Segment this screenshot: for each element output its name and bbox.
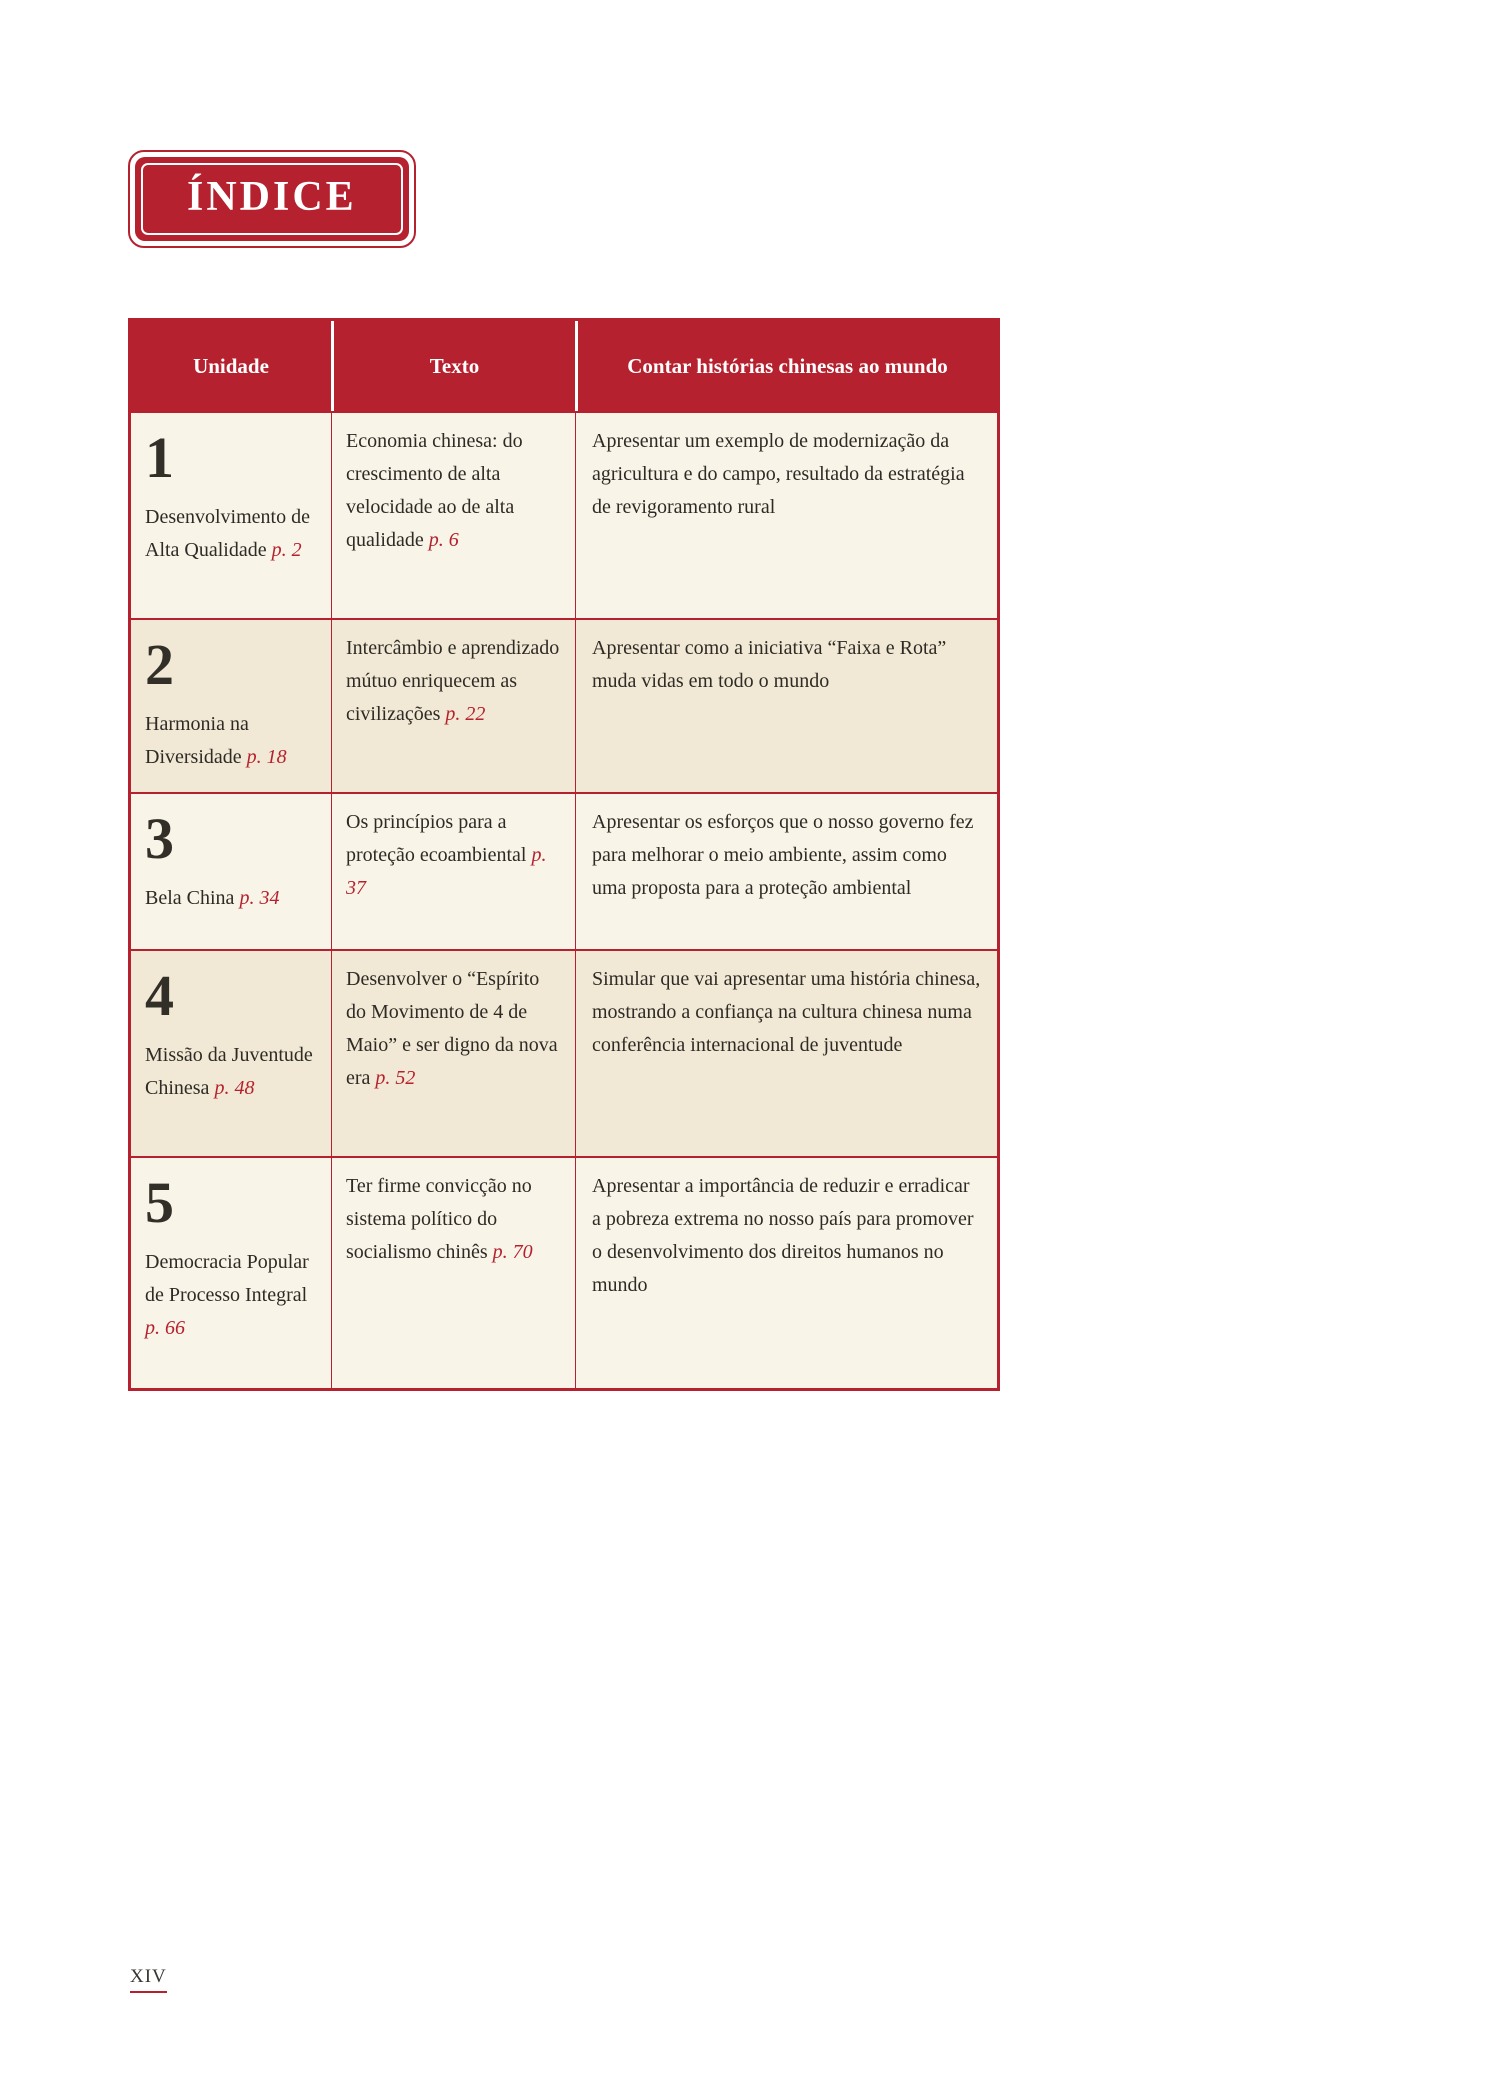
unit-title-text: Desenvolvimento de Alta Qualidade [145, 506, 310, 561]
texto-page-ref: p. 6 [428, 529, 459, 551]
unit-title [145, 501, 319, 567]
texto-cell [331, 951, 575, 1156]
unit-cell [131, 620, 331, 792]
header-cell-historias: Contar histórias chinesas ao mundo [575, 321, 997, 411]
unit-page-ref: p. 18 [246, 746, 287, 768]
unit-cell [131, 951, 331, 1156]
header-cell-unidade: Unidade [193, 353, 269, 378]
unit-title-text: Democracia Popular de Processo Integral [145, 1251, 309, 1306]
table-row [131, 1156, 997, 1388]
table-row [131, 949, 997, 1156]
descricao-cell: Simular que vai apresentar uma história chinesa, mostrando a confiança na cultura chinesa numa conferência internacional de juventude [575, 951, 997, 1156]
table-row [131, 792, 997, 949]
unit-title [145, 708, 319, 774]
table-row [131, 411, 997, 618]
texto-page-ref: p. 37 [346, 844, 547, 899]
unit-title-text: Missão da Juventude Chinesa [145, 1044, 313, 1099]
texto-page-ref: p. 70 [492, 1241, 533, 1263]
texto-page-ref: p. 22 [445, 703, 486, 725]
unit-number: 3 [145, 806, 174, 871]
texto-text: Os princípios para a proteção ecoambiental [346, 811, 527, 866]
unit-cell [131, 1158, 331, 1388]
texto-text: Ter firme convicção no sistema político do socialismo chinês [346, 1175, 532, 1263]
toc-table [128, 318, 1000, 1391]
unit-page-ref: p. 2 [271, 539, 302, 561]
indice-badge [128, 150, 416, 248]
unit-title [145, 882, 319, 915]
unit-title [145, 1246, 319, 1345]
table-header-row [131, 321, 997, 411]
header-cell-texto: Texto [331, 321, 575, 411]
unit-page-ref: p. 66 [145, 1317, 185, 1339]
texto-text: Desenvolver o “Espírito do Movimento de 4 de Maio” e ser digno da nova era [346, 968, 558, 1089]
texto-text: Intercâmbio e aprendizado mútuo enriquecem as civilizações [346, 637, 560, 725]
unit-title-text: Bela China [145, 887, 235, 909]
unit-number: 1 [145, 425, 174, 490]
texto-cell [331, 413, 575, 618]
texto-text: Economia chinesa: do crescimento de alta velocidade ao de alta qualidade [346, 430, 523, 551]
unit-page-ref: p. 48 [214, 1077, 255, 1099]
unit-cell [131, 794, 331, 949]
unit-number: 4 [145, 963, 174, 1028]
unit-cell [131, 413, 331, 618]
unit-number: 5 [145, 1170, 174, 1235]
descricao-cell: Apresentar os esforços que o nosso governo fez para melhorar o meio ambiente, assim como uma proposta para a proteção ambiental [575, 794, 997, 949]
descricao-cell: Apresentar como a iniciativa “Faixa e Rota” muda vidas em todo o mundo [575, 620, 997, 792]
indice-badge-inner-border [141, 163, 403, 235]
texto-cell [331, 620, 575, 792]
descricao-cell: Apresentar um exemplo de modernização da agricultura e do campo, resultado da estratégia de revigoramento rural [575, 413, 997, 618]
descricao-cell: Apresentar a importância de reduzir e erradicar a pobreza extrema no nosso país para promover o desenvolvimento dos direitos humanos no mundo [575, 1158, 997, 1388]
table-row [131, 618, 997, 792]
unit-number: 2 [145, 632, 174, 697]
texto-cell [331, 1158, 575, 1388]
texto-cell [331, 794, 575, 949]
texto-page-ref: p. 52 [375, 1067, 416, 1089]
page-title: ÍNDICE [187, 174, 357, 220]
page-number: XIV [130, 1966, 167, 1993]
indice-badge-fill [135, 157, 409, 241]
unit-page-ref: p. 34 [239, 887, 280, 909]
unit-title [145, 1039, 319, 1105]
unit-title-text: Harmonia na Diversidade [145, 713, 249, 768]
